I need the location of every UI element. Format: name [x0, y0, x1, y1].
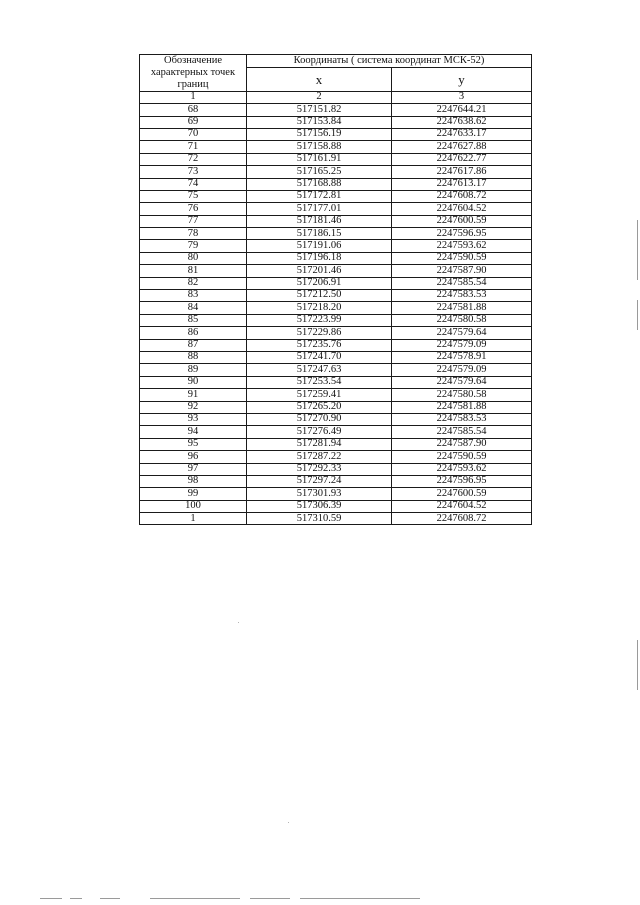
scan-bottom-mark	[70, 898, 82, 899]
y-coordinate-cell: 2247593.62	[392, 240, 532, 252]
point-number-cell: 75	[140, 190, 247, 202]
table-row	[140, 104, 532, 116]
y-coordinate-cell: 2247627.88	[392, 141, 532, 153]
y-coordinate-cell: 2247617.86	[392, 166, 532, 178]
x-coordinate-cell: 517156.19	[247, 128, 392, 140]
x-coordinate-cell: 517168.88	[247, 178, 392, 190]
x-coordinate-cell: 517276.49	[247, 426, 392, 438]
table-row	[140, 352, 532, 364]
x-coordinate-cell: 517253.54	[247, 376, 392, 388]
point-number-cell: 78	[140, 228, 247, 240]
point-number-cell: 82	[140, 277, 247, 289]
point-number-cell: 73	[140, 166, 247, 178]
x-coordinate-cell: 517218.20	[247, 302, 392, 314]
y-coordinate-cell: 2247596.95	[392, 228, 532, 240]
scan-speck	[238, 622, 239, 623]
y-coordinate-cell: 2247593.62	[392, 463, 532, 475]
table-row	[140, 228, 532, 240]
column-number-2: 2	[247, 92, 392, 104]
table-row	[140, 513, 532, 525]
scan-bottom-mark	[100, 898, 120, 899]
y-coordinate-cell: 2247608.72	[392, 513, 532, 525]
table-row	[140, 252, 532, 264]
x-coordinate-cell: 517151.82	[247, 104, 392, 116]
x-coordinate-cell: 517206.91	[247, 277, 392, 289]
scan-edge-mark	[637, 640, 638, 690]
x-coordinate-cell: 517172.81	[247, 190, 392, 202]
table-row	[140, 265, 532, 277]
y-coordinate-cell: 2247578.91	[392, 352, 532, 364]
column-number-1: 1	[140, 92, 247, 104]
table-row	[140, 153, 532, 165]
y-coordinate-cell: 2247608.72	[392, 190, 532, 202]
table-row	[140, 463, 532, 475]
y-coordinate-cell: 2247600.59	[392, 215, 532, 227]
point-number-cell: 71	[140, 141, 247, 153]
coordinates-table	[139, 54, 532, 525]
x-coordinate-cell: 517235.76	[247, 339, 392, 351]
x-coordinate-cell: 517281.94	[247, 438, 392, 450]
x-coordinate-cell: 517287.22	[247, 451, 392, 463]
table-row	[140, 500, 532, 512]
x-coordinate-cell: 517310.59	[247, 513, 392, 525]
point-number-cell: 84	[140, 302, 247, 314]
point-number-cell: 1	[140, 513, 247, 525]
table-row	[140, 141, 532, 153]
point-number-cell: 72	[140, 153, 247, 165]
x-coordinate-cell: 517301.93	[247, 488, 392, 500]
scan-bottom-mark	[40, 898, 62, 899]
x-coordinate-cell: 517292.33	[247, 463, 392, 475]
table-row	[140, 290, 532, 302]
point-number-cell: 94	[140, 426, 247, 438]
point-number-cell: 92	[140, 401, 247, 413]
y-coordinate-cell: 2247585.54	[392, 426, 532, 438]
point-number-cell: 80	[140, 252, 247, 264]
y-coordinate-cell: 2247604.52	[392, 500, 532, 512]
y-coordinate-cell: 2247579.64	[392, 376, 532, 388]
point-number-cell: 90	[140, 376, 247, 388]
scan-speck	[288, 822, 289, 823]
table-row	[140, 203, 532, 215]
x-coordinate-cell: 517158.88	[247, 141, 392, 153]
table-row	[140, 488, 532, 500]
point-number-cell: 98	[140, 475, 247, 487]
point-number-cell: 86	[140, 327, 247, 339]
point-number-cell: 77	[140, 215, 247, 227]
y-coordinate-cell: 2247596.95	[392, 475, 532, 487]
table-row	[140, 438, 532, 450]
table-row	[140, 339, 532, 351]
point-number-cell: 97	[140, 463, 247, 475]
y-coordinate-cell: 2247581.88	[392, 401, 532, 413]
table-row	[140, 451, 532, 463]
x-coordinate-cell: 517241.70	[247, 352, 392, 364]
scan-edge-mark	[637, 300, 638, 330]
table-row	[140, 426, 532, 438]
y-coordinate-cell: 2247579.64	[392, 327, 532, 339]
x-coordinate-cell: 517201.46	[247, 265, 392, 277]
y-coordinate-cell: 2247587.90	[392, 265, 532, 277]
table-row	[140, 302, 532, 314]
table-row	[140, 327, 532, 339]
x-coordinate-cell: 517186.15	[247, 228, 392, 240]
table-row	[140, 128, 532, 140]
scan-bottom-mark	[250, 898, 290, 899]
y-coordinate-cell: 2247590.59	[392, 451, 532, 463]
table-row	[140, 240, 532, 252]
point-number-cell: 74	[140, 178, 247, 190]
scan-bottom-mark	[300, 898, 420, 899]
y-coordinate-cell: 2247580.58	[392, 389, 532, 401]
table-row	[140, 190, 532, 202]
point-number-cell: 69	[140, 116, 247, 128]
table-row	[140, 413, 532, 425]
header-y: у	[392, 68, 532, 92]
x-coordinate-cell: 517181.46	[247, 215, 392, 227]
table-row	[140, 178, 532, 190]
y-coordinate-cell: 2247580.58	[392, 314, 532, 326]
table-row	[140, 376, 532, 388]
scan-bottom-mark	[150, 898, 240, 899]
y-coordinate-cell: 2247590.59	[392, 252, 532, 264]
column-number-3: 3	[392, 92, 532, 104]
y-coordinate-cell: 2247613.17	[392, 178, 532, 190]
x-coordinate-cell: 517247.63	[247, 364, 392, 376]
coordinates-table-body	[140, 104, 532, 525]
point-number-cell: 96	[140, 451, 247, 463]
y-coordinate-cell: 2247638.62	[392, 116, 532, 128]
header-coordinates: Координаты ( система координат МСК-52)	[247, 55, 532, 68]
point-number-cell: 88	[140, 352, 247, 364]
table-row	[140, 277, 532, 289]
x-coordinate-cell: 517165.25	[247, 166, 392, 178]
point-number-cell: 68	[140, 104, 247, 116]
x-coordinate-cell: 517196.18	[247, 252, 392, 264]
x-coordinate-cell: 517265.20	[247, 401, 392, 413]
x-coordinate-cell: 517270.90	[247, 413, 392, 425]
table-row	[140, 314, 532, 326]
point-number-cell: 79	[140, 240, 247, 252]
point-number-cell: 93	[140, 413, 247, 425]
y-coordinate-cell: 2247600.59	[392, 488, 532, 500]
table-row	[140, 389, 532, 401]
x-coordinate-cell: 517212.50	[247, 290, 392, 302]
x-coordinate-cell: 517259.41	[247, 389, 392, 401]
header-point-designation: Обозначение характерных точек границ	[140, 55, 247, 92]
y-coordinate-cell: 2247579.09	[392, 364, 532, 376]
y-coordinate-cell: 2247583.53	[392, 290, 532, 302]
table-row	[140, 401, 532, 413]
y-coordinate-cell: 2247579.09	[392, 339, 532, 351]
point-number-cell: 83	[140, 290, 247, 302]
y-coordinate-cell: 2247587.90	[392, 438, 532, 450]
y-coordinate-cell: 2247604.52	[392, 203, 532, 215]
y-coordinate-cell: 2247583.53	[392, 413, 532, 425]
point-number-cell: 85	[140, 314, 247, 326]
scan-edge-mark	[637, 220, 638, 280]
y-coordinate-cell: 2247633.17	[392, 128, 532, 140]
x-coordinate-cell: 517161.91	[247, 153, 392, 165]
point-number-cell: 99	[140, 488, 247, 500]
x-coordinate-cell: 517177.01	[247, 203, 392, 215]
table-row	[140, 475, 532, 487]
y-coordinate-cell: 2247581.88	[392, 302, 532, 314]
x-coordinate-cell: 517229.86	[247, 327, 392, 339]
header-x: х	[247, 68, 392, 92]
point-number-cell: 95	[140, 438, 247, 450]
x-coordinate-cell: 517153.84	[247, 116, 392, 128]
point-number-cell: 70	[140, 128, 247, 140]
table-row	[140, 364, 532, 376]
point-number-cell: 81	[140, 265, 247, 277]
table-row	[140, 116, 532, 128]
point-number-cell: 87	[140, 339, 247, 351]
y-coordinate-cell: 2247622.77	[392, 153, 532, 165]
x-coordinate-cell: 517191.06	[247, 240, 392, 252]
table-row	[140, 215, 532, 227]
x-coordinate-cell: 517306.39	[247, 500, 392, 512]
y-coordinate-cell: 2247644.21	[392, 104, 532, 116]
point-number-cell: 100	[140, 500, 247, 512]
x-coordinate-cell: 517297.24	[247, 475, 392, 487]
point-number-cell: 89	[140, 364, 247, 376]
x-coordinate-cell: 517223.99	[247, 314, 392, 326]
point-number-cell: 91	[140, 389, 247, 401]
table-row	[140, 166, 532, 178]
point-number-cell: 76	[140, 203, 247, 215]
y-coordinate-cell: 2247585.54	[392, 277, 532, 289]
